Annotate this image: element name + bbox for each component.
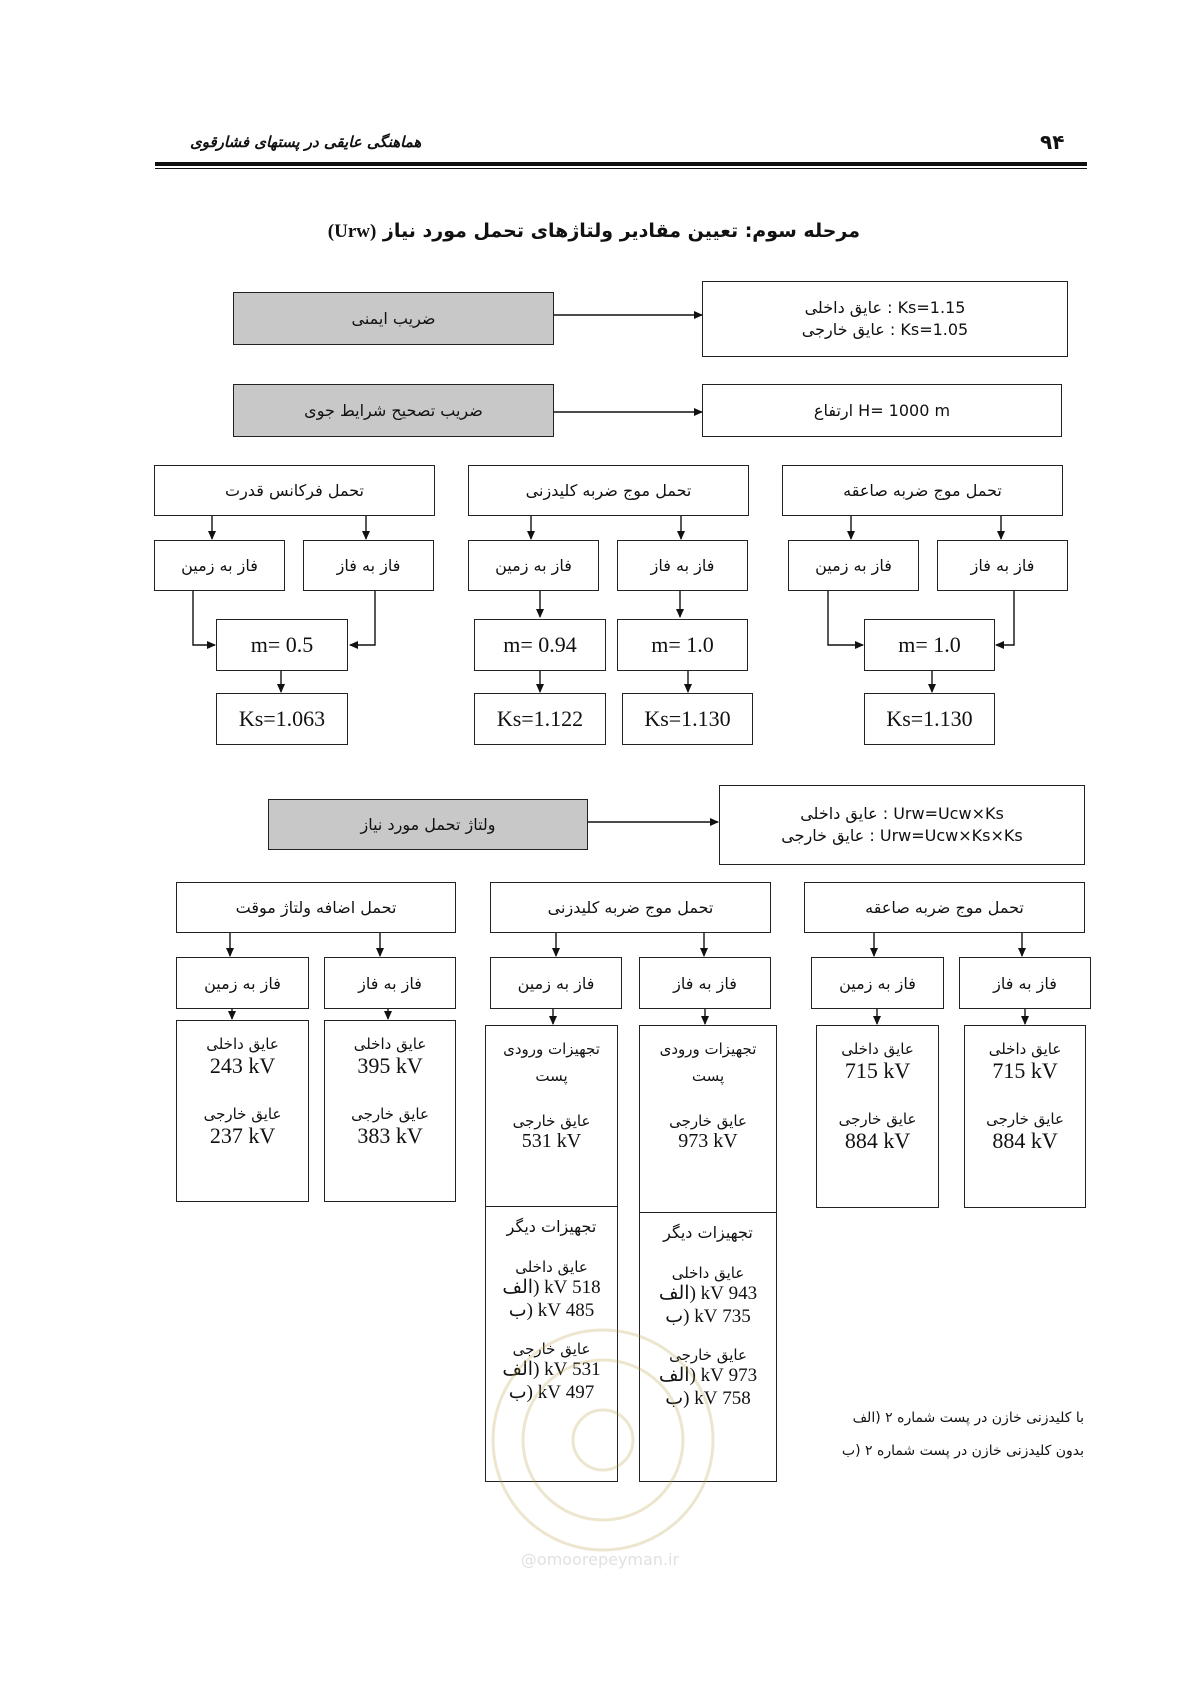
bgroup1-pe-int-label: عایق داخلی [206, 1035, 279, 1053]
bgroup1-pe-ext-label: عایق خارجی [203, 1105, 282, 1123]
stage-title-symbol: (Urw) [327, 221, 377, 242]
bgroup1-title: تحمل اضافه ولتاژ موقت [235, 898, 397, 917]
bgroup3-pp-ext-label: عایق خارجی [986, 1110, 1064, 1128]
bgroup2-pp-ext2-a: 973 kV (الف [658, 1365, 758, 1386]
bgroup3-pp-ext-val: 884 kV [992, 1128, 1058, 1153]
group1-title: تحمل فرکانس قدرت [225, 481, 364, 500]
bgroup2-pe-int-label: عایق داخلی [515, 1258, 588, 1276]
required-external: Urw=Ucw×Ks×Ks : عایق خارجی [781, 826, 1023, 845]
bgroup2-pp-int-b: 735 kV (ب [665, 1306, 751, 1327]
bgroup2-pe-ext2-b: 497 kV (ب [508, 1382, 595, 1403]
bgroup1-pp-int-val: 395 kV [357, 1053, 423, 1078]
bgroup3-pe-ext-label: عایق خارجی [838, 1110, 917, 1128]
bgroup2-pp-ext-label: عایق خارجی [669, 1112, 747, 1130]
bgroup1-pe-int-val: 243 kV [209, 1053, 276, 1078]
group3-phase-earth: فاز به زمین [815, 556, 892, 575]
altitude-value: H= 1000 m ارتفاع [813, 401, 951, 420]
stage-title-text: مرحله سوم: تعیین مقادیر ولتاژهای تحمل مورد نیاز [382, 220, 860, 242]
watermark-text: @omoorepeyman.ir [520, 1550, 680, 1569]
bgroup2-phase-earth: فاز به زمین [517, 973, 595, 993]
page-number: ۹۴ [1040, 130, 1065, 154]
required-internal: Urw=Ucw×Ks : عایق داخلی [800, 804, 1004, 824]
bgroup2-pe-ext-val: 531 kV [521, 1130, 582, 1152]
bgroup3-pp-int-val: 715 kV [992, 1058, 1058, 1083]
bgroup2-pe-ext-label: عایق خارجی [512, 1112, 591, 1130]
group2-phase-phase: فاز به فاز [650, 556, 715, 575]
bgroup3-pp-int-label: عایق داخلی [988, 1040, 1062, 1058]
bgroup1-pp-ext-val: 383 kV [357, 1123, 423, 1148]
bgroup2-title: تحمل موج ضربه کلیدزنی [547, 898, 714, 917]
bgroup1-phase-phase: فاز به فاز [358, 973, 422, 993]
bgroup2-pp-ext2-label: عایق خارجی [669, 1346, 747, 1364]
group3-m-value: m= 1.0 [898, 632, 961, 657]
atmospheric-label: ضریب تصحیح شرایط جوی [304, 401, 483, 420]
safety-factor-label: ضریب ایمنی [351, 309, 436, 328]
group3-phase-phase: فاز به فاز [970, 556, 1035, 575]
bgroup2-pp-other-label: تجهیزات دیگر [663, 1223, 753, 1242]
bgroup2-pe-int-a: 518 kV (الف [502, 1277, 601, 1298]
bgroup2-pp-ext2-b: 758 kV (ب [665, 1388, 751, 1409]
group3-ks-value: Ks=1.130 [886, 706, 973, 731]
bgroup2-pe-ext2-a: 531 kV (الف [502, 1359, 601, 1380]
bgroup1-pe-ext-val: 237 kV [209, 1123, 276, 1148]
group2-m-value-2: m= 1.0 [651, 632, 714, 657]
bgroup2-pe-other-label: تجهیزات دیگر [506, 1217, 597, 1236]
required-label: ولتاژ تحمل مورد نیاز [360, 815, 496, 834]
bgroup1-pp-int-label: عایق داخلی [353, 1035, 427, 1053]
bgroup2-pe-int-b: 485 kV (ب [508, 1300, 595, 1321]
safety-external: Ks=1.05 : عایق خارجی [801, 320, 969, 339]
group2-ks-value-2: Ks=1.130 [644, 706, 731, 731]
bgroup2-pp-entrance-label: تجهیزات ورودی پست [659, 1040, 757, 1085]
bgroup2-pp-ext-val: 973 kV [678, 1130, 738, 1152]
group2-m-value-1: m= 0.94 [503, 632, 577, 657]
note-a: با کلیدزنی خازن در پست شماره ۲ (الف [852, 1410, 1084, 1426]
bgroup3-pe-ext-val: 884 kV [844, 1128, 911, 1153]
bgroup3-pe-int-val: 715 kV [844, 1058, 911, 1083]
bgroup3-title: تحمل موج ضربه صاعقه [865, 898, 1024, 917]
note-b: بدون کلیدزنی خازن در پست شماره ۲ (ب [841, 1443, 1084, 1459]
bgroup3-pe-int-label: عایق داخلی [841, 1040, 914, 1058]
bgroup1-phase-earth: فاز به زمین [204, 973, 281, 993]
bgroup2-pe-entrance-label: تجهیزات ورودی پست [503, 1040, 600, 1085]
group1-phase-earth: فاز به زمین [181, 556, 258, 575]
bgroup2-pp-int-a: 943 kV (الف [658, 1283, 758, 1304]
group2-phase-earth: فاز به زمین [495, 556, 572, 575]
group1-m-value: m= 0.5 [250, 632, 314, 657]
group1-ks-value: Ks=1.063 [238, 706, 326, 731]
group3-title: تحمل موج ضربه صاعقه [843, 481, 1002, 500]
bgroup2-pp-int-label: عایق داخلی [671, 1264, 745, 1282]
group1-phase-phase: فاز به فاز [336, 556, 401, 575]
bgroup3-phase-earth: فاز به زمین [839, 973, 916, 993]
bgroup2-pe-ext2-label: عایق خارجی [512, 1340, 591, 1358]
bgroup2-phase-phase: فاز به فاز [673, 973, 737, 993]
book-title: هماهنگی عایقی در پستهای فشارقوی [190, 133, 422, 151]
safety-internal: Ks=1.15 : عایق داخلی [804, 298, 966, 318]
group2-title: تحمل موج ضربه کلیدزنی [525, 481, 692, 500]
bgroup1-pp-ext-label: عایق خارجی [351, 1105, 429, 1123]
group2-ks-value-1: Ks=1.122 [496, 706, 584, 731]
bgroup3-phase-phase: فاز به فاز [993, 973, 1057, 993]
